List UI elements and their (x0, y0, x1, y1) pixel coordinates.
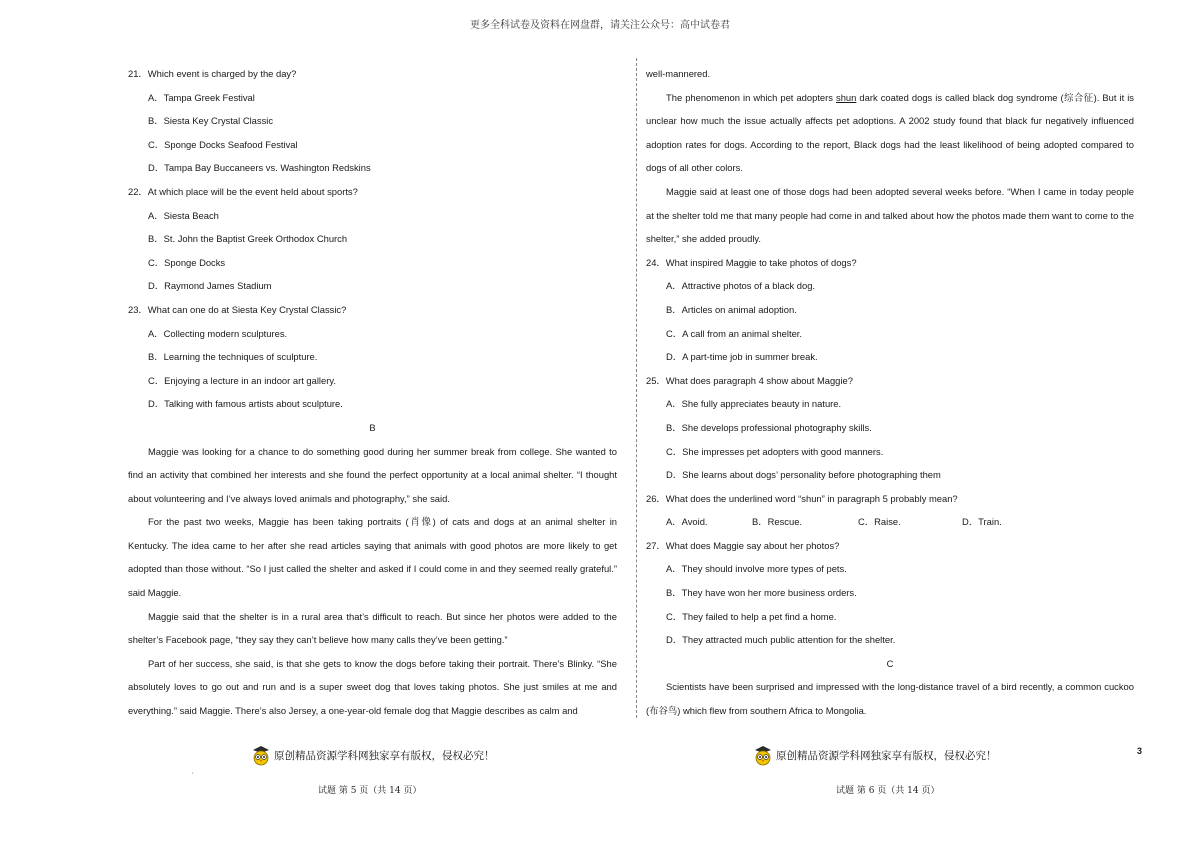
passage-paragraph: Maggie was looking for a chance to do something good during her summer break from college. She wanted to find an activity that combined her interests and she found the perfect opportunity at a local animal shelter. “I thought about volunteering and I’ve always loved animals and photography,” she said. (128, 445, 617, 504)
option: D．Raymond James Stadium (148, 280, 272, 292)
option: B．She develops professional photography skills. (666, 421, 872, 433)
owl-graduate-icon (250, 744, 272, 766)
right-column (646, 62, 1134, 723)
passage-paragraph: Maggie said that the shelter is in a rural area that’s difficult to reach. But since her photos were added to the shelter’s Facebook page, “they say they can’t believe how many calls they’ve been getting.” (128, 610, 617, 646)
question-22: 22．At which place will be the event held about sports? (128, 185, 358, 197)
option: A．Avoid. (666, 516, 708, 528)
stamp-text: 原创精品资源学科网独家享有版权，侵权必究！ (776, 749, 997, 762)
footer-page-left: 试题 第 5 页（共 14 页） (318, 786, 422, 796)
option: B．St. John the Baptist Greek Orthodox Church (148, 233, 348, 245)
owl-graduate-icon (752, 744, 774, 766)
option: A．Collecting modern sculptures. (148, 327, 288, 339)
option: D．Talking with famous artists about sculpture. (148, 398, 343, 410)
option: C．Sponge Docks (148, 256, 226, 268)
copyright-stamp (250, 744, 495, 766)
passage-paragraph: Scientists have been surprised and impressed with the long-distance travel of a bird recently, a common cuckoo (布谷鸟) which flew from southern Africa to Mongolia. (646, 681, 1134, 717)
option: D．Tampa Bay Buccaneers vs. Washington Redskins (148, 162, 371, 174)
section-heading-c: C (886, 657, 894, 669)
question-26: 26．What does the underlined word “shun” in paragraph 5 probably mean? (646, 492, 958, 504)
footer-page-right: 试题 第 6 页（共 14 页） (836, 786, 940, 796)
option: B．Learning the techniques of sculpture. (148, 351, 318, 363)
stamp-text: 原创精品资源学科网独家享有版权，侵权必究！ (274, 749, 495, 762)
option: A．Attractive photos of a black dog. (666, 280, 816, 292)
option: C．Enjoying a lecture in an indoor art gallery. (148, 374, 336, 386)
option: A．Siesta Beach (148, 209, 219, 221)
page-number: 3 (1137, 746, 1143, 756)
option: B．Articles on animal adoption. (666, 303, 797, 315)
question-21: 21．Which event is charged by the day? (128, 68, 297, 79)
paragraph-text: The phenomenon in which pet adopters (666, 91, 837, 103)
option: B．They have won her more business orders. (666, 587, 857, 599)
underlined-word: shun (836, 91, 857, 103)
option: B．Siesta Key Crystal Classic (148, 115, 274, 127)
option: A．They should involve more types of pets. (666, 563, 847, 575)
paragraph-text: dark coated dogs is called black dog syndrome (综合征). But it is unclear how much the issue actually affects pet adoptions. A 2002 study found that black fur negatively influenced adoption rates for dogs. According to the report, Black dogs had the least likelihood of being adopted compared to dogs of all other colors. (646, 91, 1134, 174)
question-23: 23．What can one do at Siesta Key Crystal Classic? (128, 303, 347, 315)
question-24: 24．What inspired Maggie to take photos of dogs? (646, 256, 857, 268)
option: D．A part-time job in summer break. (666, 351, 818, 363)
option: D．She learns about dogs’ personality before photographing them (666, 469, 941, 481)
option: C．Raise. (858, 516, 901, 528)
option: A．Tampa Greek Festival (148, 91, 255, 103)
option: C．She impresses pet adopters with good manners. (666, 445, 884, 457)
passage-paragraph: Part of her success, she said, is that she gets to know the dogs before taking their portrait. There’s Blinky. “She absolutely loves to go out and run and is a super sweet dog that loves taking photos. She just smiles at me and everything.” said Maggie. There’s also Jersey, a one-year-old female dog that Maggie describes as calm and (128, 657, 617, 717)
option: A．She fully appreciates beauty in nature. (666, 398, 842, 410)
header-note: 更多全科试卷及资料在网盘群，请关注公众号：高中试卷君 (470, 20, 730, 31)
left-column (128, 62, 617, 723)
option: D．They attracted much public attention for the shelter. (666, 634, 896, 646)
section-heading-b: B (369, 421, 376, 433)
passage-paragraph (646, 86, 1134, 180)
option: C．They failed to help a pet find a home. (666, 610, 837, 622)
option: C．A call from an animal shelter. (666, 327, 802, 339)
column-divider (636, 58, 637, 718)
passage-paragraph: For the past two weeks, Maggie has been taking portraits (肖像) of cats and dogs at an animal shelter in Kentucky. The idea came to her after she read articles saying that animals with good photos are more likely to get adopted than those without. “So I just called the shelter and asked if I could come in and they seemed really grateful.” said Maggie. (128, 516, 617, 599)
option-row (666, 510, 1134, 534)
question-25: 25．What does paragraph 4 show about Maggie? (646, 374, 853, 386)
copyright-stamp (752, 744, 997, 766)
passage-paragraph: Maggie said at least one of those dogs had been adopted several weeks before. “When I came in today people at the shelter told me that many people had come in and talked about how the photos made them want to come to the shelter,” she added proudly. (646, 185, 1134, 245)
option: B．Rescue. (752, 516, 803, 528)
question-27: 27．What does Maggie say about her photos? (646, 539, 840, 551)
stray-mark: ' (192, 773, 194, 779)
option: C．Sponge Docks Seafood Festival (148, 138, 298, 150)
passage-continuation: well-mannered. (646, 68, 711, 79)
option: D．Train. (962, 516, 1002, 528)
